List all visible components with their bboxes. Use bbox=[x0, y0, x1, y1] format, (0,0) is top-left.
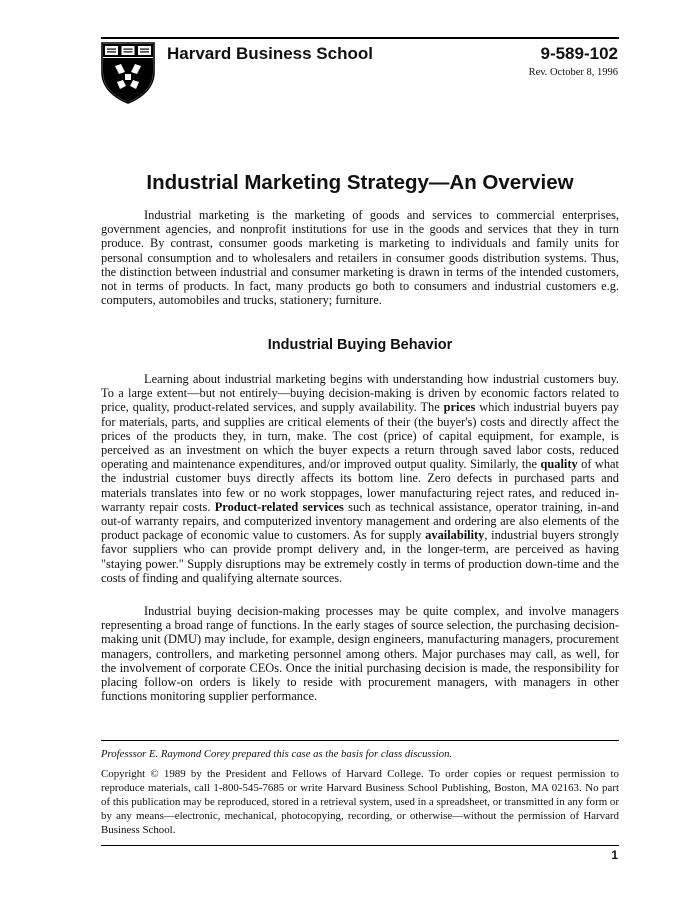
dmu-paragraph-block bbox=[101, 604, 619, 703]
case-number: 9-589-102 bbox=[540, 44, 618, 63]
buying-behavior-paragraph-block bbox=[101, 372, 619, 585]
text-run: which industrial buyers pay for materials, parts, and supplies are critical elements of their (the buyer's) costs and directly affect the prices of the products they, in turn, make. The cost (price) of capital equipment, for example, is perceived as an investment on which the buyer expects a return through saved labor costs, reduced operating and maintenance expenditures, and/or improved output quality. Similarly, the bbox=[101, 400, 619, 472]
author-note: Professsor E. Raymond Corey prepared this case as the basis for class discussion. bbox=[101, 748, 453, 760]
school-name: Harvard Business School bbox=[167, 44, 373, 63]
bold-term-availability: availability bbox=[425, 528, 485, 543]
intro-paragraph-block bbox=[101, 208, 619, 307]
section-heading: Industrial Buying Behavior bbox=[267, 337, 453, 353]
bold-term-prices: prices bbox=[443, 400, 476, 415]
text-run: of what the industrial customer buys directly affects its bottom line. Zero defects in purchased parts and materials translates into few or no work stoppages, lower manufacturing reject rates, and reduced in-warranty repair costs. bbox=[101, 457, 620, 514]
text-run: Learning about industrial marketing begins with understanding how industrial customers buy. To a large extent—but not entirely—buying decision-making is driven by economic factors related to price, quality, product-related services, and supply availability. The bbox=[101, 372, 619, 415]
page-number: 1 bbox=[611, 848, 618, 862]
bottom-rule bbox=[101, 845, 619, 846]
footnote-rule bbox=[101, 740, 619, 741]
buying-behavior-paragraph bbox=[101, 372, 619, 585]
header-rule bbox=[101, 37, 619, 39]
bold-term-quality: quality bbox=[540, 457, 578, 472]
copyright-notice: Copyright © 1989 by the President and Fellows of Harvard College. To order copies or request permission to reproduce materials, call 1-800-545-7685 or write Harvard Business School Publishing, Boston, MA 02163. No part of this publication may be reproduced, stored in a retrieval system, used in a spreadsheet, or transmitted in any form or by any means—electronic, mechanical, photocopying, recording, or otherwise—without the permission of Harvard Business School. bbox=[101, 768, 619, 836]
intro-paragraph: Industrial marketing is the marketing of goods and services to commercial enterprises, government agencies, and nonprofit institutions for use in the goods and services that they in turn produce. By contrast, consumer goods marketing is marketing to individuals and family units for personal consumption and to wholesalers and retailers in consumer goods distribution systems. Thus, the distinction between industrial and consumer marketing is drawn in terms of the intended customers, not in terms of products. In fact, many products go both to consumers and industrial customers e.g. computers, automobiles and trucks, stationery; furniture. bbox=[101, 208, 619, 308]
revision-date: Rev. October 8, 1996 bbox=[528, 67, 618, 78]
text-run: such as technical assistance, operator training, in-and out-of warranty repairs, and computerized inventory management and ordering are also elements of the product package of economic value to customers. As for supply bbox=[101, 499, 619, 543]
dmu-paragraph: Industrial buying decision-making processes may be quite complex, and involve managers representing a broad range of functions. In the early stages of source selection, the purchasing decision-making unit (DMU) may include, for example, design engineers, manufacturing managers, procurement managers, controllers, and marketing personnel among others. Major purchases may call, as well, for the involvement of corporate CEOs. Once the initial purchasing decision is made, the responsibility for placing follow-on orders is likely to reside with procurement managers, with managers in other functions monitoring supplier performance. bbox=[101, 604, 619, 704]
bold-term-services: Product-related services bbox=[214, 499, 344, 514]
text-run: , industrial buyers strongly favor suppliers who can provide prompt delivery and, in the longer-term, are perceived as having "staying power." Supply disruptions may be extremely costly in terms of production down-time and the costs of finding and qualifying alternate sources. bbox=[101, 528, 619, 585]
harvard-shield-logo bbox=[101, 42, 155, 104]
document-title: Industrial Marketing Strategy—An Overview bbox=[146, 171, 574, 194]
